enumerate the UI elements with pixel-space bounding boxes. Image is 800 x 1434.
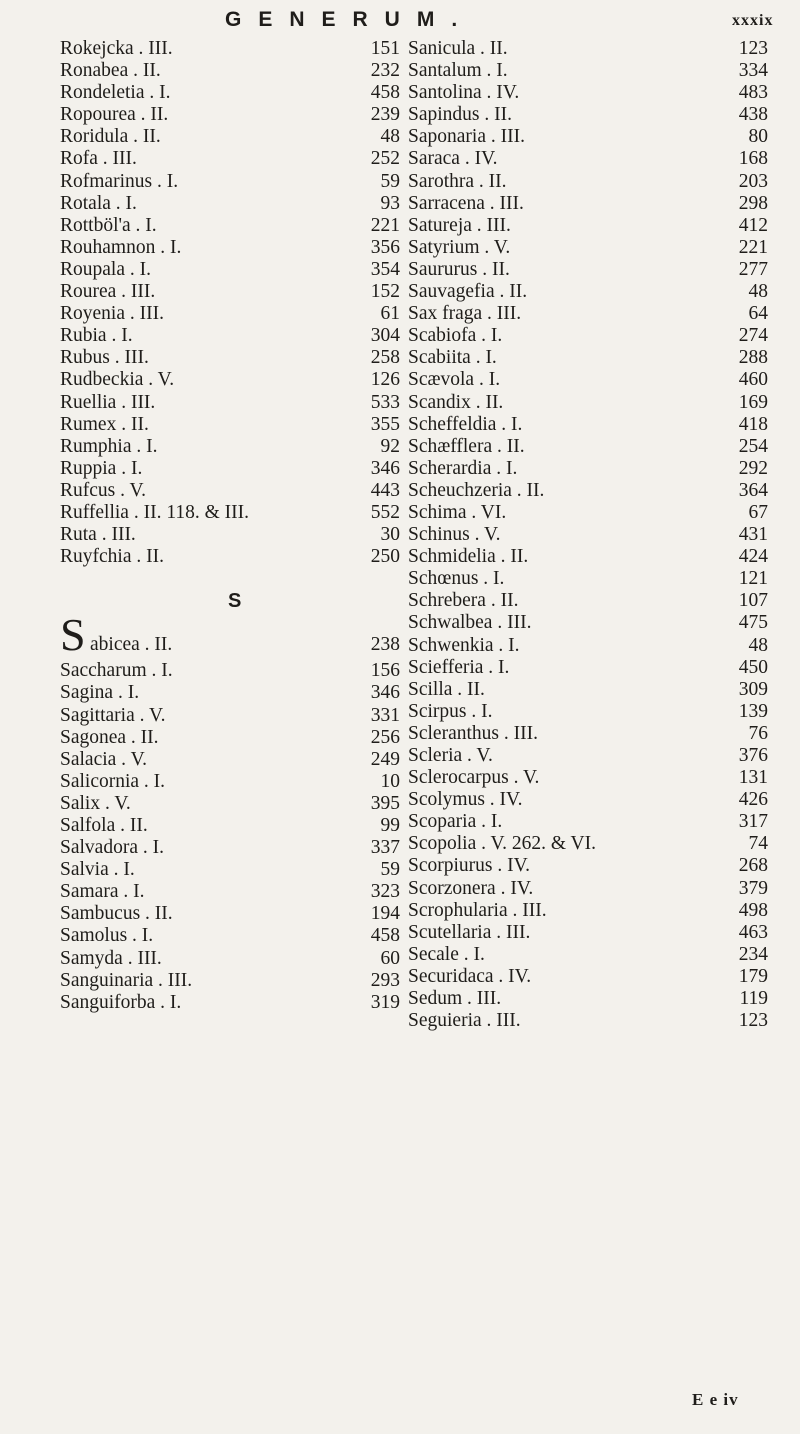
entry-name: Salvia . I. [60,859,135,881]
entry-name: Schinus . V. [408,524,501,546]
entry-page-number: 252 [370,148,400,170]
entry-page-number: 152 [370,281,400,303]
index-entry [60,970,400,992]
entry-page-number: 304 [370,325,400,347]
entry-name: Rouhamnon . I. [60,236,182,258]
index-entry [60,237,400,259]
entry-page-number: 59 [380,859,400,881]
page-number: xxxix [732,12,774,29]
entry-name: Sagina . I. [60,682,140,704]
index-entry [408,38,768,60]
entry-name: Saururus . II. [408,258,510,280]
entry-name: Samyda . III. [60,947,162,969]
index-entry [408,988,768,1010]
right-entries [408,38,768,1032]
index-entry [408,767,768,789]
section-letter-text: S [228,590,242,613]
index-entry [60,837,400,859]
entry-page-number: 179 [738,965,768,987]
entry-page-number: 346 [370,682,400,704]
index-entry [408,944,768,966]
entry-page-number: 194 [370,903,400,925]
index-entry [408,148,768,170]
entry-name: Rubia . I. [60,325,133,347]
entry-page-number: 354 [370,258,400,280]
entry-page-number: 317 [738,811,768,833]
entry-name: Satureja . III. [408,214,511,236]
entry-page-number: 93 [380,192,400,214]
index-entry [408,679,768,701]
entry-name: Samolus . I. [60,925,154,947]
index-entry [60,992,400,1014]
entry-name: Sambucus . II. [60,903,173,925]
entry-name: Scorpiurus . IV. [408,855,531,877]
spacer [60,568,400,590]
index-entry [408,701,768,723]
entry-page-number: 126 [370,369,400,391]
index-entry [60,771,400,793]
entry-page-number: 121 [738,568,768,590]
section-letter [60,590,400,620]
entry-name: Ropourea . II. [60,104,169,126]
entry-name: Sclerocarpus . V. [408,767,540,789]
index-entry [60,126,400,148]
entry-name: Rondeletia . I. [60,82,171,104]
index-entry [60,682,400,704]
index-entry [60,660,400,682]
entry-page-number: 234 [738,943,768,965]
entry-page-number: 123 [738,1010,768,1032]
entry-page-number: 254 [738,435,768,457]
index-entry [60,925,400,947]
entry-page-number: 67 [748,501,768,523]
index-entry [60,948,400,970]
index-entry [408,303,768,325]
entry-page-number: 64 [748,303,768,325]
entry-page-number: 334 [738,60,768,82]
index-entry [408,193,768,215]
entry-page-number: 346 [370,457,400,479]
entry-page-number: 379 [738,877,768,899]
entry-name: Rubus . III. [60,347,149,369]
index-entry [408,745,768,767]
entry-page-number: 258 [370,347,400,369]
index-entry [408,502,768,524]
index-entry [60,38,400,60]
entry-page-number: 438 [738,104,768,126]
entry-page-number: 92 [380,435,400,457]
index-entry [408,347,768,369]
index-entry [60,502,400,524]
entry-page-number: 292 [738,457,768,479]
index-entry [408,104,768,126]
entry-page-number: 337 [370,837,400,859]
index-entry [408,237,768,259]
entry-page-number: 151 [370,38,400,59]
entry-name: Schima . VI. [408,501,507,523]
entry-name: Scolymus . IV. [408,789,523,811]
entry-page-number: 59 [380,170,400,192]
entry-page-number: 356 [370,236,400,258]
entry-name: Scrophularia . III. [408,899,547,921]
entry-page-number: 443 [370,479,400,501]
entry-name: Scutellaria . III. [408,921,531,943]
entry-name: Rofa . III. [60,148,137,170]
entry-page-number: 463 [738,921,768,943]
index-entry [60,104,400,126]
right-index-column [408,38,768,1032]
entry-name: Sanicula . II. [408,38,508,59]
entry-name: Ruta . III. [60,524,136,546]
index-entry [408,60,768,82]
index-entry [408,414,768,436]
index-entry [60,480,400,502]
entry-name: Schmidelia . II. [408,546,529,568]
running-title: GENERUM. [225,8,475,31]
entry-name: Rumphia . I. [60,435,158,457]
index-entry [60,524,400,546]
index-entry [408,126,768,148]
entry-page-number: 418 [738,413,768,435]
index-entry [60,749,400,771]
entry-page-number: 80 [748,126,768,148]
entry-page-number: 460 [738,369,768,391]
index-entry [60,60,400,82]
index-entry [408,215,768,237]
entry-name: Scleranthus . III. [408,722,538,744]
index-entry [60,193,400,215]
entry-page-number: 376 [738,745,768,766]
entry-page-number: 221 [370,214,400,236]
drop-cap: S [60,609,86,661]
entry-name: Sax fraga . III. [408,303,522,325]
entry-name: Rokejcka . III. [60,38,173,59]
entry-name: Rotala . I. [60,192,137,214]
entry-name: Seguieria . III. [408,1010,521,1032]
entry-name: Sarracena . III. [408,192,524,214]
entry-page-number: 131 [738,767,768,789]
entry-page-number: 288 [738,347,768,369]
entry-page-number: 238 [370,634,400,656]
entry-name: Santolina . IV. [408,82,520,104]
entry-name: Samara . I. [60,881,145,903]
index-entry [408,369,768,391]
entry-page-number: 552 [370,501,400,523]
index-entry [60,392,400,414]
entry-name: Schwalbea . III. [408,612,532,634]
entry-page-number: 309 [738,678,768,700]
entry-page-number: 123 [738,38,768,59]
index-entry [408,568,768,590]
entry-page-number: 355 [370,413,400,435]
entry-page-number: 139 [738,700,768,722]
entry-page-number: 48 [748,634,768,656]
entry-page-number: 483 [738,82,768,104]
entry-name: Roupala . I. [60,258,151,280]
entry-page-number: 48 [380,126,400,148]
entry-name: Schwenkia . I. [408,634,520,656]
entry-page-number: 458 [370,82,400,104]
index-entry [60,325,400,347]
index-entry [60,171,400,193]
entry-page-number: 60 [380,947,400,969]
entry-name: Sanguiforba . I. [60,991,182,1013]
entry-page-number: 364 [738,479,768,501]
entry-page-number: 74 [748,833,768,855]
index-entry [408,966,768,988]
entry-name: Ruellia . III. [60,391,156,413]
entry-name: Scheffeldia . I. [408,413,523,435]
entry-page-number: 119 [739,988,768,1010]
entry-page-number: 249 [370,748,400,770]
printer-signature: E e iv [692,1390,739,1409]
entry-name: Sapindus . II. [408,104,512,126]
index-entry [408,657,768,679]
entry-page-number: 61 [380,303,400,325]
entry-page-number: 232 [370,60,400,82]
entry-name: Scorzonera . IV. [408,877,534,899]
entry-name: Santalum . I. [408,60,508,82]
entry-page-number: 277 [738,258,768,280]
entry-page-number: 76 [748,722,768,744]
index-entry [60,859,400,881]
entry-name: Rofmarinus . I. [60,170,179,192]
index-entry [408,723,768,745]
entry-page-number: 239 [370,104,400,126]
index-entry [60,414,400,436]
index-entry [408,590,768,612]
entry-name: Ronabea . II. [60,60,161,82]
index-entry [60,281,400,303]
entry-page-number: 168 [738,148,768,170]
entry-page-number: 156 [370,660,400,682]
index-entry [408,392,768,414]
entry-page-number: 426 [738,789,768,811]
left-entries-s [60,660,400,1014]
index-entry [60,215,400,237]
entry-name: Sanguinaria . III. [60,969,193,991]
entry-name: Royenia . III. [60,303,164,325]
entry-name: Saccharum . I. [60,660,173,682]
entry-name: Schæfflera . II. [408,435,525,457]
index-entry [60,303,400,325]
entry-page-number: 250 [370,546,400,568]
index-entry [408,878,768,900]
entry-page-number: 274 [738,325,768,347]
index-entry [408,1010,768,1032]
entry-page-number: 99 [380,815,400,836]
index-entry [408,436,768,458]
index-entry [60,458,400,480]
entry-name: Sedum . III. [408,988,502,1010]
index-entry [408,281,768,303]
entry-page-number: 323 [370,881,400,903]
index-entry [60,903,400,925]
entry-page-number: 458 [370,925,400,947]
entry-name: Rumex . II. [60,413,149,435]
left-index-column [60,38,400,1014]
entry-name: Securidaca . IV. [408,965,532,987]
index-entry [408,811,768,833]
index-entry [60,793,400,815]
entry-name: Scabiita . I. [408,347,497,369]
index-entry [60,259,400,281]
index-entry [408,900,768,922]
entry-name: Scopolia . V. 262. & VI. [408,833,596,855]
entry-name: Ruffellia . II. 118. & III. [60,501,249,523]
entry-name: Salicornia . I. [60,770,166,792]
entry-name: Ruyfchia . II. [60,546,164,568]
entry-name: Rottböl'a . I. [60,214,157,236]
index-entry [408,789,768,811]
index-entry [408,546,768,568]
entry-page-number: 412 [738,214,768,236]
entry-name: Ruppia . I. [60,457,143,479]
entry-page-number: 107 [738,590,768,612]
entry-name: Salix . V. [60,792,131,814]
entry-name: Sauvagefia . II. [408,281,528,303]
entry-name: Rufcus . V. [60,479,146,501]
entry-page-number: 298 [738,192,768,214]
index-entry [408,524,768,546]
index-entry [408,833,768,855]
index-entry [408,922,768,944]
index-entry [60,148,400,170]
index-entry [60,727,400,749]
entry-page-number: 424 [738,546,768,568]
entry-page-number: 30 [380,524,400,546]
index-entry [408,325,768,347]
entry-name: Secale . I. [408,943,485,965]
entry-name: Scandix . II. [408,391,504,413]
entry-name: Scilla . II. [408,678,485,700]
index-entry [408,82,768,104]
entry-name: Saraca . IV. [408,148,498,170]
entry-page-number: 256 [370,726,400,748]
entry-page-number: 169 [738,391,768,413]
entry-name: Scabiofa . I. [408,325,503,347]
entry-page-number: 268 [738,855,768,877]
index-entry [60,815,400,837]
entry-page-number: 10 [380,770,400,792]
index-entry [408,458,768,480]
index-entry [60,82,400,104]
entry-name: Salvadora . I. [60,837,164,859]
entry-page-number: 475 [738,612,768,634]
entry-name: Scheuchzeria . II. [408,479,545,501]
entry-name: Rudbeckia . V. [60,369,175,391]
index-entry [60,705,400,727]
entry-page-number: 331 [370,704,400,726]
index-entry [60,881,400,903]
entry-page-number: 431 [738,524,768,546]
entry-name: Saponaria . III. [408,126,525,148]
entry-page-number: 293 [370,969,400,991]
entry-name: Roridula . II. [60,126,161,148]
index-entry [408,259,768,281]
entry-page-number: 203 [738,170,768,192]
entry-page-number: 395 [370,792,400,814]
entry-name: Sagonea . II. [60,726,159,748]
entry-name: Salfola . II. [60,815,148,836]
index-entry [60,369,400,391]
entry-name: Satyrium . V. [408,236,511,258]
entry-name: Salacia . V. [60,748,148,770]
entry-name: Scherardia . I. [408,457,518,479]
entry-name: Sagittaria . V. [60,704,166,726]
entry-name: Sciefferia . I. [408,656,510,678]
index-entry [408,635,768,657]
entry-name: Scævola . I. [408,369,501,391]
index-entry [408,171,768,193]
dropcap-entry [60,609,400,661]
entry-name: Scleria . V. [408,745,493,766]
index-entry [408,855,768,877]
entry-name: Schœnus . I. [408,568,505,590]
index-entry [408,612,768,634]
index-entry [60,347,400,369]
entry-name: abicea . II. [90,634,173,656]
entry-page-number: 498 [738,899,768,921]
entry-page-number: 48 [748,281,768,303]
entry-name: Rourea . III. [60,281,156,303]
index-entry [408,480,768,502]
entry-page-number: 221 [738,236,768,258]
entry-page-number: 533 [370,391,400,413]
index-entry [60,436,400,458]
entry-page-number: 319 [370,991,400,1013]
left-entries-r [60,38,400,568]
entry-name: Schrebera . II. [408,590,519,612]
entry-name: Sarothra . II. [408,170,507,192]
index-entry [60,546,400,568]
entry-page-number: 450 [738,656,768,678]
page-header [0,6,800,36]
entry-name: Scoparia . I. [408,811,503,833]
entry-name: Scirpus . I. [408,700,493,722]
